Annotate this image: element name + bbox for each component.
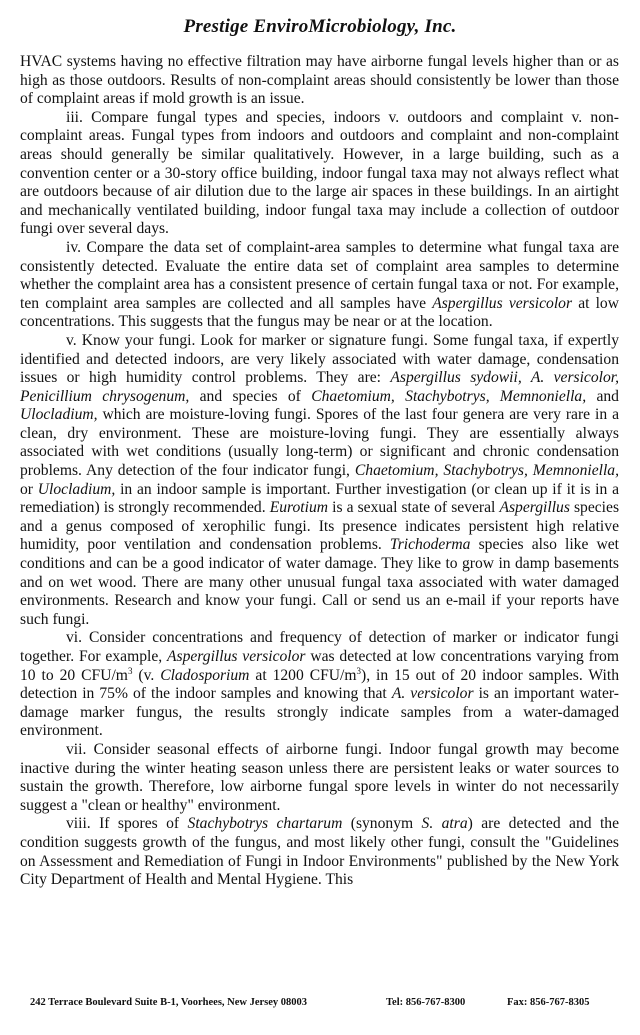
paragraph-iv: iv. Compare the data set of complaint-area samples to determine what fungal taxa are consistently detected. Evaluate the entire data set of complaint area samples to determine whether the complaint area has a consistent presence of certain fungal taxa or not. For example, ten complaint area samples are collected and all samples have Aspergillus versicolor at low concentrations. This suggests that the fungus may be near or at the location. <box>20 238 619 331</box>
paragraph-hvac: HVAC systems having no effective filtration may have airborne fungal levels higher than or as high as those outdoors. Results of non-complaint areas should consistently be lower than those of complaint areas if mold growth is an issue. <box>20 53 619 108</box>
paragraph-vii: vii. Consider seasonal effects of airborne fungi. Indoor fungal growth may become inactive during the winter heating season unless there are persistent leaks or water sources to sustain the growth. Therefore, low airborne fungal spore levels in winter do not necessarily suggest a "clean or healthy" environment. <box>20 740 619 814</box>
paragraph-vi: vi. Consider concentrations and frequency of detection of marker or indicator fungi together. For example, Aspergillus versicolor was detected at low concentrations varying from 10 to 20 CFU/$m^3$ (v. Cladosporium at 1200 CFU/$m^3$), in 15 out of 20 indoor samples. With detection in 75% of the indoor samples and knowing that A. versicolor is an important water-damage marker fungus, the results strongly indicate samples from a water-damaged environment. <box>20 629 619 740</box>
footer-fax: Fax: 856-767-8305 <box>507 997 590 1008</box>
footer-telephone: Tel: 856-767-8300 <box>386 997 466 1008</box>
footer-address: 242 Terrace Boulevard Suite B-1, Voorhees, New Jersey 08003 <box>30 997 308 1008</box>
company-header: Prestige EnviroMicrobiology, Inc. <box>183 16 457 37</box>
document-body <box>20 53 619 890</box>
paragraph-iii: iii. Compare fungal types and species, indoors v. outdoors and complaint v. non-complaint areas. Fungal types from indoors and outdoors and complaint and non-complaint areas should generally be similar qualitatively. However, in a large building, such as a convention center or a 30-story office building, indoor fungal taxa may not always reflect what are outdoors because of air dilution due to the large air spaces in these buildings. In an airtight and mechanically ventilated building, indoor fungal taxa may include a collection of outdoor fungi over several days. <box>20 108 619 238</box>
paragraph-viii: viii. If spores of Stachybotrys chartarum (synonym S. atra) are detected and the condition suggests growth of the fungus, and most likely other fungi, consult the "Guidelines on Assessment and Remediation of Fungi in Indoor Environments" published by the New York City Department of Health and Mental Hygiene. This <box>20 815 619 889</box>
paragraph-v: v. Know your fungi. Look for marker or signature fungi. Some fungal taxa, if expertly identified and detected indoors, are very likely associated with water damage, condensation issues or high humidity control problems. They are: Aspergillus sydowii, A. versicolor, Penicillium chrysogenum, and species of Chaetomium, Stachybotrys, Memnoniella, and Ulocladium, which are moisture-loving fungi. Spores of the last four genera are very rare in a clean, dry environment. These are moisture-loving fungi. They are essentially always associated with wet conditions (usually long-term) or significant and chronic condensation problems. Any detection of the four indicator fungi, Chaetomium, Stachybotrys, Memnoniella, or Ulocladium, in an indoor sample is important. Further investigation (or clean up if it is in a remediation) is strongly recommended. Eurotium is a sexual state of several Aspergillus species and a genus composed of xerophilic fungi. Its presence indicates persistent high relative humidity, poor ventilation and condensation problems. Trichoderma species also like wet conditions and can be a good indicator of water damage. They like to grow in damp basements and on wet wood. There are many other unusual fungal taxa associated with water damaged environments. Research and know your fungi. Call or send us an e-mail if your reports have such fungi. <box>20 331 620 628</box>
